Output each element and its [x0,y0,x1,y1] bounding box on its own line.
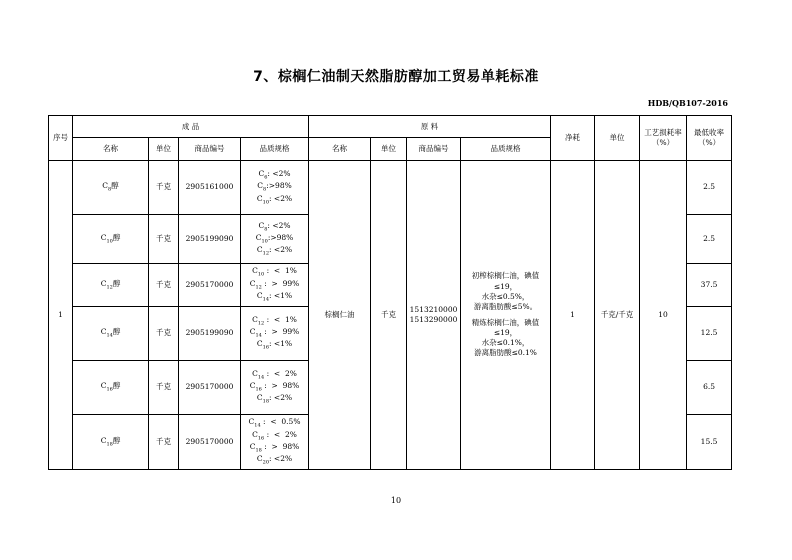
material-hs-codes [407,160,461,469]
product-name-base: C [100,435,107,445]
spec-value: : < 2% [264,368,297,378]
product-hs-code: 2905170000 [179,360,241,414]
product-unit: 千克 [149,360,179,414]
spec-carbon: C [249,278,256,288]
min-yield: 2.5 [687,160,732,214]
material-unit: 千克 [371,160,407,469]
material-spec-line: 精炼棕榈仁油，碘值 [471,317,540,327]
spec-carbon-number: 14 [254,422,261,429]
spec-carbon: C [256,393,263,403]
spec-value: : <2% [269,454,293,464]
spec-carbon: C [256,193,263,203]
product-name-sub: 8 [108,186,112,193]
spec-value: : > 99% [261,327,300,337]
product-unit: 千克 [149,263,179,306]
spec-carbon: C [249,381,256,391]
product-unit: 千克 [149,306,179,360]
product-name-sub: 18 [106,441,113,448]
product-hs-code: 2905161000 [179,160,241,214]
spec-value: : <2% [269,393,293,403]
min-yield: 15.5 [687,414,732,469]
spec-line [243,291,306,303]
spec-carbon-number: 10 [257,271,265,278]
header-unit: 单位 [595,116,640,161]
product-name [73,160,149,214]
product-name [73,360,149,414]
spec-carbon: C [252,368,258,378]
product-name-base: C [100,327,107,337]
spec-carbon: C [258,169,265,179]
spec-carbon: C [252,266,258,276]
product-unit: 千克 [149,214,179,263]
spec-line [243,393,306,405]
header-product-name: 名称 [73,138,149,160]
material-name: 棕榈仁油 [309,160,371,469]
spec-carbon-number: 6 [264,174,268,181]
product-spec [241,360,309,414]
product-name-suffix: 醇 [112,327,121,337]
product-name [73,306,149,360]
spec-line [243,454,306,466]
spec-carbon-number: 10 [261,238,268,245]
spec-carbon: C [249,327,256,337]
spec-carbon: C [252,314,258,324]
header-product-code: 商品编号 [179,138,241,160]
page-title: 7、棕榈仁油制天然脂肪醇加工贸易单耗标准 [253,69,539,85]
spec-line [243,315,306,327]
spec-value: : <2% [267,169,291,179]
header-product-group: 成 品 [73,116,309,138]
spec-carbon: C [252,429,258,439]
spec-value: : > 98% [261,441,300,451]
spec-value: : < 0.5% [260,417,301,427]
material-code: 1513210000 [409,304,458,314]
spec-carbon: C [257,181,264,191]
spec-carbon-number: 14 [255,332,262,339]
product-spec [241,214,309,263]
product-name-base: C [102,181,109,191]
product-name-sub: 16 [106,386,113,393]
spec-value: :>98% [266,181,292,191]
product-hs-code: 2905199090 [179,306,241,360]
min-yield: 2.5 [687,214,732,263]
spec-line [243,194,306,206]
material-spec [461,160,551,469]
material-spec-line: ≤19， [493,281,518,291]
product-name-suffix: 醇 [112,435,121,445]
product-spec [241,263,309,306]
standard-code: HDB/QB107-2016 [647,98,728,108]
product-spec [241,160,309,214]
product-name [73,263,149,306]
spec-carbon: C [256,339,263,349]
spec-carbon-number: 16 [255,386,262,393]
spec-carbon-number: 8 [263,186,267,193]
header-process-loss: 工艺损耗率（%） [640,116,687,161]
header-net-consumption: 净耗 [551,116,595,161]
spec-value: : < 1% [264,314,297,324]
spec-carbon: C [255,232,262,242]
product-name-suffix: 醇 [112,232,121,242]
spec-carbon-number: 10 [262,199,270,206]
spec-line [243,430,306,442]
product-hs-code: 2905170000 [179,263,241,306]
spec-line [243,417,306,429]
table-row [49,160,732,214]
spec-carbon-number: 20 [262,459,270,466]
spec-value: : <2% [267,220,291,230]
product-name-suffix: 醇 [112,381,121,391]
product-hs-code: 2905199090 [179,214,241,263]
spec-carbon: C [256,454,263,464]
spec-line [243,233,306,245]
header-material-name: 名称 [309,138,371,160]
spec-value: : <2% [269,245,293,255]
spec-line [243,369,306,381]
spec-line [243,381,306,393]
product-name [73,214,149,263]
spec-carbon: C [256,245,263,255]
material-spec-line: ≤19， [493,328,518,338]
product-spec [241,306,309,360]
product-name-sub: 12 [106,284,113,291]
header-material-code: 商品编号 [407,138,461,160]
spec-value: : <2% [269,193,293,203]
spec-carbon-number: 12 [257,320,265,327]
spec-line [243,181,306,193]
spec-line [243,339,306,351]
consumption-standard-table [48,115,732,470]
spec-value: : > 98% [261,381,300,391]
product-name-base: C [100,278,107,288]
spec-value: : < 2% [264,429,297,439]
header-material-group: 原 料 [309,116,551,138]
spec-carbon: C [258,220,265,230]
spec-line [243,266,306,278]
spec-value: : <1% [269,290,293,300]
net-consumption: 1 [551,160,595,469]
product-name [73,414,149,469]
min-yield: 6.5 [687,360,732,414]
spec-carbon-number: 18 [255,447,262,454]
spec-carbon-number: 12 [262,250,270,257]
spec-carbon-number: 18 [262,398,270,405]
product-name-base: C [100,232,107,242]
spec-value: : <1% [269,339,293,349]
header-product-spec: 品质规格 [241,138,309,160]
header-product-unit: 单位 [149,138,179,160]
product-name-sub: 14 [106,332,113,339]
spec-carbon-number: 12 [255,284,262,291]
seq-cell: 1 [49,160,73,469]
spec-carbon: C [256,290,263,300]
header-row-1 [49,116,732,138]
spec-line [243,245,306,257]
spec-line [243,169,306,181]
product-name-suffix: 醇 [112,278,121,288]
product-hs-code: 2905170000 [179,414,241,469]
spec-value: : < 1% [264,266,297,276]
min-yield: 12.5 [687,306,732,360]
spec-carbon-number: 8 [264,226,268,233]
spec-value: : > 99% [261,278,300,288]
header-material-spec: 品质规格 [461,138,551,160]
product-unit: 千克 [149,414,179,469]
material-spec-line: 游离脂肪酸≤0.1% [474,348,537,358]
product-name-suffix: 醇 [111,181,119,191]
spec-line [243,327,306,339]
page-number: 10 [390,496,402,505]
spec-line [243,442,306,454]
header-material-unit: 单位 [371,138,407,160]
process-loss: 10 [640,160,687,469]
spec-line [243,279,306,291]
header-min-yield: 最低收率（%） [687,116,732,161]
consumption-unit: 千克/千克 [595,160,640,469]
material-spec-line: 水杂≤0.1%， [481,338,530,348]
spec-carbon-number: 16 [262,344,270,351]
product-unit: 千克 [149,160,179,214]
spec-carbon: C [249,441,256,451]
product-name-base: C [100,381,107,391]
spec-value: :>98% [267,232,294,242]
material-code: 1513290000 [409,314,458,324]
product-name-sub: 10 [106,238,113,245]
header-seq: 序号 [49,116,73,161]
material-spec-line: 水杂≤0.5%， [481,291,530,301]
spec-carbon-number: 14 [257,374,265,381]
material-spec-line: 初榨棕榈仁油，碘值 [471,271,540,281]
spec-carbon: C [248,417,255,427]
spec-carbon-number: 14 [262,296,270,303]
min-yield: 37.5 [687,263,732,306]
product-spec [241,414,309,469]
spec-line [243,221,306,233]
material-spec-line: 游离脂肪酸≤5%。 [473,301,538,311]
spec-carbon-number: 16 [257,435,265,442]
